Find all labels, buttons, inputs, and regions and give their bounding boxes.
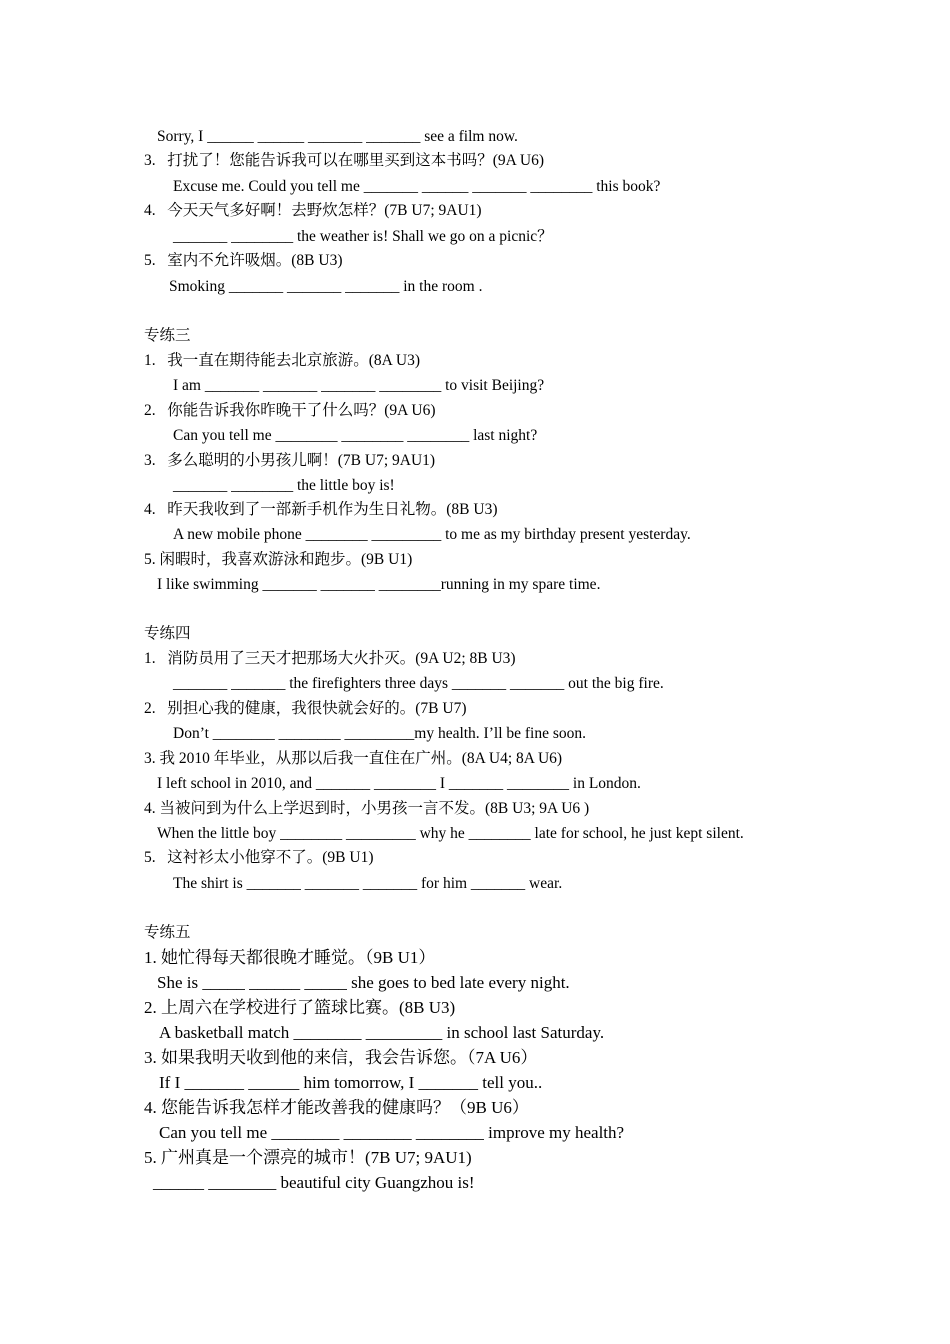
exercise-prompt: 3. 打扰了！您能告诉我可以在哪里买到这本书吗？(9A U6) [144,152,544,169]
exercise-prompt: 2. 你能告诉我你昨晚干了什么吗？(9A U6) [144,402,436,419]
exercise-answer-line: Excuse me. Could you tell me _______ ______ _______ ________ this book? [173,178,661,195]
exercise-prompt: 5. 闲暇时，我喜欢游泳和跑步。(9B U1) [144,551,413,568]
exercise-prompt: 1. 消防员用了三天才把那场大火扑灭。(9A U2; 8B U3) [144,650,516,667]
exercise-prompt: 1. 我一直在期待能去北京旅游。(8A U3) [144,352,420,369]
exercise-answer-line: The shirt is _______ _______ _______ for him _______ wear. [173,875,563,892]
exercise-answer-line: I left school in 2010, and _______ ________ I _______ ________ in London. [157,775,641,792]
exercise-answer-line: ______ ________ beautiful city Guangzhou is! [153,1173,475,1192]
exercise-answer-line: Can you tell me ________ ________ ________ improve my health? [159,1123,625,1142]
exercise-prompt: 4. 您能告诉我怎样才能改善我的健康吗？（9B U6） [144,1098,529,1117]
exercise-answer-line: Sorry, I ______ ______ _______ _______ see a film now. [157,128,518,145]
exercise-answer-line: _______ ________ the little boy is! [173,477,395,494]
exercise-prompt: 3. 如果我明天收到他的来信，我会告诉您。（7A U6） [144,1048,538,1067]
exercise-answer-line: A new mobile phone ________ _________ to me as my birthday present yesterday. [173,526,691,543]
exercise-prompt: 1. 她忙得每天都很晚才睡觉。（9B U1） [144,948,436,967]
exercise-prompt: 4. 今天天气多好啊！去野炊怎样？(7B U7; 9AU1) [144,202,482,219]
section-heading: 专练三 [144,327,191,344]
exercise-answer-line: She is _____ ______ _____ she goes to bed late every night. [157,973,570,992]
exercise-answer-line: Don’t ________ ________ _________my health. I’ll be fine soon. [173,725,587,742]
exercise-prompt: 5. 这衬衫太小他穿不了。(9B U1) [144,849,374,866]
section-heading: 专练五 [144,924,191,941]
exercise-answer-line: I like swimming _______ _______ ________running in my spare time. [157,576,601,593]
exercise-prompt: 3. 我 2010 年毕业，从那以后我一直住在广州。(8A U4; 8A U6) [144,750,563,767]
exercise-answer-line: _______ ________ the weather is! Shall we go on a picnic？ [173,228,553,245]
exercise-answer-line: Can you tell me ________ ________ ________ last night? [173,427,538,444]
section-heading: 专练四 [144,625,191,642]
exercise-answer-line: _______ _______ the firefighters three days _______ _______ out the big fire. [173,675,664,692]
exercise-answer-line: I am _______ _______ _______ ________ to visit Beijing? [173,377,545,394]
exercise-prompt: 4. 当被问到为什么上学迟到时，小男孩一言不发。(8B U3; 9A U6 ) [144,800,590,817]
exercise-answer-line: When the little boy ________ _________ why he ________ late for school, he just kept silent. [157,825,744,842]
exercise-prompt: 5. 广州真是一个漂亮的城市！(7B U7; 9AU1) [144,1148,472,1167]
exercise-prompt: 4. 昨天我收到了一部新手机作为生日礼物。(8B U3) [144,501,498,518]
exercise-prompt: 2. 上周六在学校进行了篮球比赛。(8B U3) [144,998,456,1017]
exercise-answer-line: Smoking _______ _______ _______ in the room . [169,278,483,295]
exercise-prompt: 3. 多么聪明的小男孩儿啊！(7B U7; 9AU1) [144,452,436,469]
exercise-prompt: 5. 室内不允许吸烟。(8B U3) [144,252,343,269]
exercise-answer-line: If I _______ ______ him tomorrow, I _______ tell you.. [159,1073,543,1092]
exercise-prompt: 2. 别担心我的健康，我很快就会好的。(7B U7) [144,700,467,717]
exercise-answer-line: A basketball match ________ _________ in school last Saturday. [159,1023,605,1042]
